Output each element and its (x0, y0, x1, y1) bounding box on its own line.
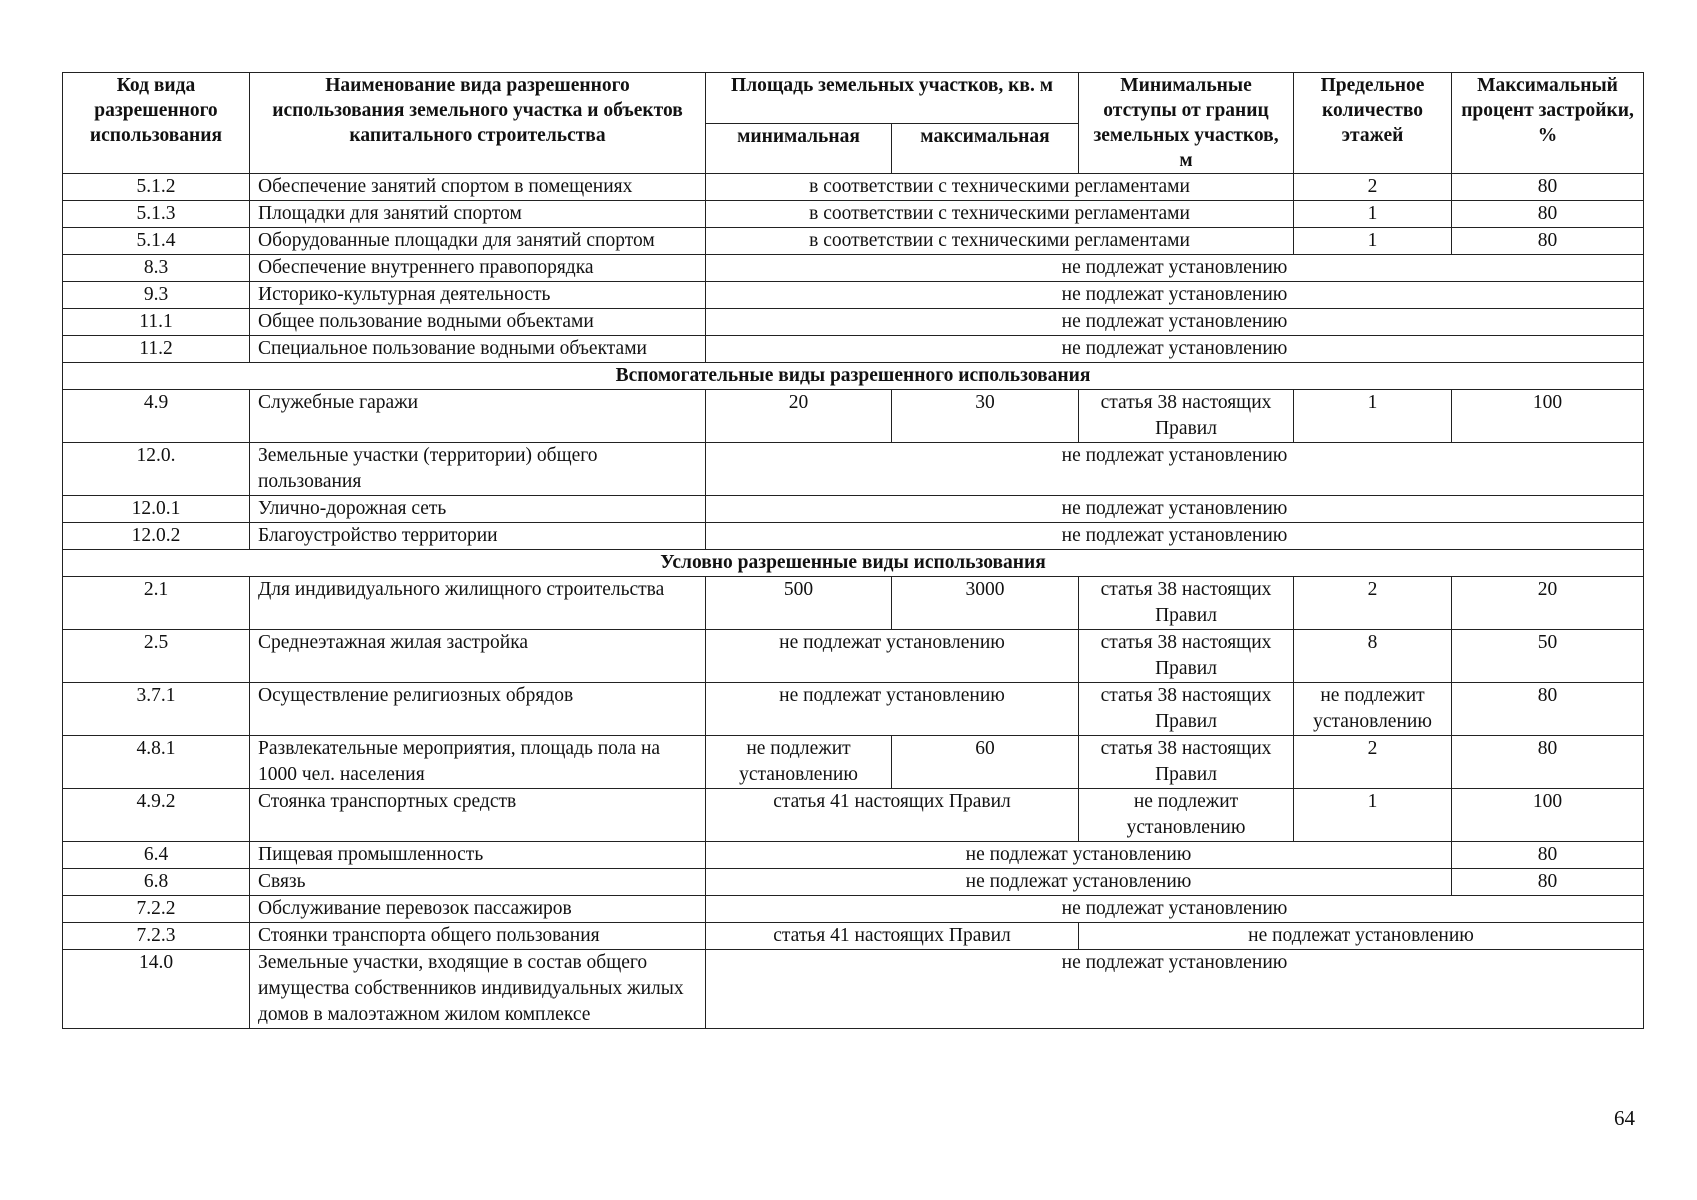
row-code: 5.1.2 (63, 174, 250, 201)
row-floors: 1 (1294, 789, 1452, 842)
row-code: 7.2.3 (63, 923, 250, 950)
row-floors: 1 (1294, 228, 1452, 255)
row-merged: не подлежат установлению (706, 950, 1644, 1029)
row-floors: 1 (1294, 201, 1452, 228)
row-merged: не подлежат установлению (706, 523, 1644, 550)
row-merged: не подлежат установлению (706, 309, 1644, 336)
row-code: 12.0.1 (63, 496, 250, 523)
header-area: Площадь земельных участков, кв. м (706, 73, 1079, 124)
row-setbacks: статья 38 настоящих Правил (1079, 577, 1294, 630)
row-merged: не подлежат установлению (706, 336, 1644, 363)
table-row (63, 282, 1644, 309)
row-name: Специальное пользование водными объектами (250, 336, 706, 363)
row-setbacks: статья 38 настоящих Правил (1079, 683, 1294, 736)
table-row (63, 390, 1644, 443)
row-floors: 2 (1294, 174, 1452, 201)
row-floors: не подлежит установлению (1294, 683, 1452, 736)
header-coverage: Максимальный процент застройки, % (1452, 73, 1644, 174)
row-floors: 1 (1294, 390, 1452, 443)
row-coverage: 80 (1452, 174, 1644, 201)
row-area-max: 60 (892, 736, 1079, 789)
row-setbacks: не подлежит установлению (1079, 789, 1294, 842)
table-row (63, 443, 1644, 496)
row-area-max: 3000 (892, 577, 1079, 630)
row-name: Общее пользование водными объектами (250, 309, 706, 336)
row-setbacks: статья 38 настоящих Правил (1079, 736, 1294, 789)
section-heading-row (63, 550, 1644, 577)
row-name: Благоустройство территории (250, 523, 706, 550)
table-row (63, 577, 1644, 630)
row-merged: не подлежат установлению (706, 869, 1452, 896)
row-code: 2.5 (63, 630, 250, 683)
row-merged: в соответствии с техническими регламентами (706, 201, 1294, 228)
row-merged: в соответствии с техническими регламентами (706, 174, 1294, 201)
table-row (63, 496, 1644, 523)
row-code: 5.1.3 (63, 201, 250, 228)
row-area: не подлежат установлению (706, 683, 1079, 736)
row-name: Стоянка транспортных средств (250, 789, 706, 842)
header-code: Код вида разрешенного использования (63, 73, 250, 174)
header-row (63, 73, 1644, 124)
table-row (63, 523, 1644, 550)
row-name: Обслуживание перевозок пассажиров (250, 896, 706, 923)
row-code: 9.3 (63, 282, 250, 309)
header-name: Наименование вида разрешенного использования земельного участка и объектов капитального строительства (250, 73, 706, 174)
row-name: Связь (250, 869, 706, 896)
row-merged: не подлежат установлению (706, 282, 1644, 309)
row-name: Для индивидуального жилищного строительства (250, 577, 706, 630)
row-code: 2.1 (63, 577, 250, 630)
section-conditional-title: Условно разрешенные виды использования (63, 550, 1644, 577)
row-merged: в соответствии с техническими регламентами (706, 228, 1294, 255)
row-code: 6.8 (63, 869, 250, 896)
row-merged: не подлежат установлению (706, 496, 1644, 523)
row-coverage: 80 (1452, 736, 1644, 789)
row-code: 11.1 (63, 309, 250, 336)
section-auxiliary-title: Вспомогательные виды разрешенного использования (63, 363, 1644, 390)
row-area-min: 20 (706, 390, 892, 443)
row-merged: не подлежат установлению (706, 255, 1644, 282)
header-floors: Предельное количество этажей (1294, 73, 1452, 174)
row-setbacks: статья 38 настоящих Правил (1079, 630, 1294, 683)
row-merged: не подлежат установлению (706, 443, 1644, 496)
row-area-min: 500 (706, 577, 892, 630)
row-code: 8.3 (63, 255, 250, 282)
table-row (63, 255, 1644, 282)
row-code: 4.9 (63, 390, 250, 443)
row-coverage: 80 (1452, 228, 1644, 255)
row-coverage: 50 (1452, 630, 1644, 683)
table-row (63, 174, 1644, 201)
table-row (63, 789, 1644, 842)
table-row (63, 923, 1644, 950)
row-name: Пищевая промышленность (250, 842, 706, 869)
row-rest: не подлежат установлению (1079, 923, 1644, 950)
row-coverage: 20 (1452, 577, 1644, 630)
row-name: Обеспечение занятий спортом в помещениях (250, 174, 706, 201)
row-code: 5.1.4 (63, 228, 250, 255)
row-coverage: 80 (1452, 683, 1644, 736)
table-row (63, 336, 1644, 363)
row-area-min: не подлежит установлению (706, 736, 892, 789)
row-code: 11.2 (63, 336, 250, 363)
row-name: Улично-дорожная сеть (250, 496, 706, 523)
row-name: Служебные гаражи (250, 390, 706, 443)
table-row (63, 201, 1644, 228)
row-name: Историко-культурная деятельность (250, 282, 706, 309)
row-name: Среднеэтажная жилая застройка (250, 630, 706, 683)
row-code: 12.0. (63, 443, 250, 496)
row-name: Оборудованные площадки для занятий спортом (250, 228, 706, 255)
header-area-min: минимальная (706, 123, 892, 174)
table-row (63, 950, 1644, 1029)
row-name: Развлекательные мероприятия, площадь пола на 1000 чел. населения (250, 736, 706, 789)
row-area: статья 41 настоящих Правил (706, 923, 1079, 950)
header-setbacks: Минимальные отступы от границ земельных участков, м (1079, 73, 1294, 174)
row-floors: 2 (1294, 577, 1452, 630)
row-name: Земельные участки, входящие в состав общего имущества собственников индивидуальных жилых домов в малоэтажном жилом комплексе (250, 950, 706, 1029)
row-name: Земельные участки (территории) общего пользования (250, 443, 706, 496)
table-row (63, 842, 1644, 869)
row-merged: не подлежат установлению (706, 896, 1644, 923)
row-code: 3.7.1 (63, 683, 250, 736)
table-row (63, 683, 1644, 736)
row-coverage: 80 (1452, 842, 1644, 869)
row-name: Осуществление религиозных обрядов (250, 683, 706, 736)
section-heading-row (63, 363, 1644, 390)
table-row (63, 309, 1644, 336)
table-row (63, 896, 1644, 923)
row-code: 12.0.2 (63, 523, 250, 550)
row-floors: 2 (1294, 736, 1452, 789)
row-area-max: 30 (892, 390, 1079, 443)
row-setbacks: статья 38 настоящих Правил (1079, 390, 1294, 443)
row-name: Стоянки транспорта общего пользования (250, 923, 706, 950)
row-name: Обеспечение внутреннего правопорядка (250, 255, 706, 282)
row-coverage: 100 (1452, 789, 1644, 842)
row-name: Площадки для занятий спортом (250, 201, 706, 228)
table-row (63, 869, 1644, 896)
row-code: 7.2.2 (63, 896, 250, 923)
regulations-table (62, 72, 1644, 1029)
row-coverage: 100 (1452, 390, 1644, 443)
table-row (63, 228, 1644, 255)
row-merged: не подлежат установлению (706, 842, 1452, 869)
row-floors: 8 (1294, 630, 1452, 683)
row-code: 14.0 (63, 950, 250, 1029)
row-area: статья 41 настоящих Правил (706, 789, 1079, 842)
table-row (63, 736, 1644, 789)
row-coverage: 80 (1452, 869, 1644, 896)
row-code: 6.4 (63, 842, 250, 869)
table-row (63, 630, 1644, 683)
row-code: 4.9.2 (63, 789, 250, 842)
header-area-max: максимальная (892, 123, 1079, 174)
row-coverage: 80 (1452, 201, 1644, 228)
row-area: не подлежат установлению (706, 630, 1079, 683)
page-number: 64 (1614, 1106, 1635, 1130)
row-code: 4.8.1 (63, 736, 250, 789)
